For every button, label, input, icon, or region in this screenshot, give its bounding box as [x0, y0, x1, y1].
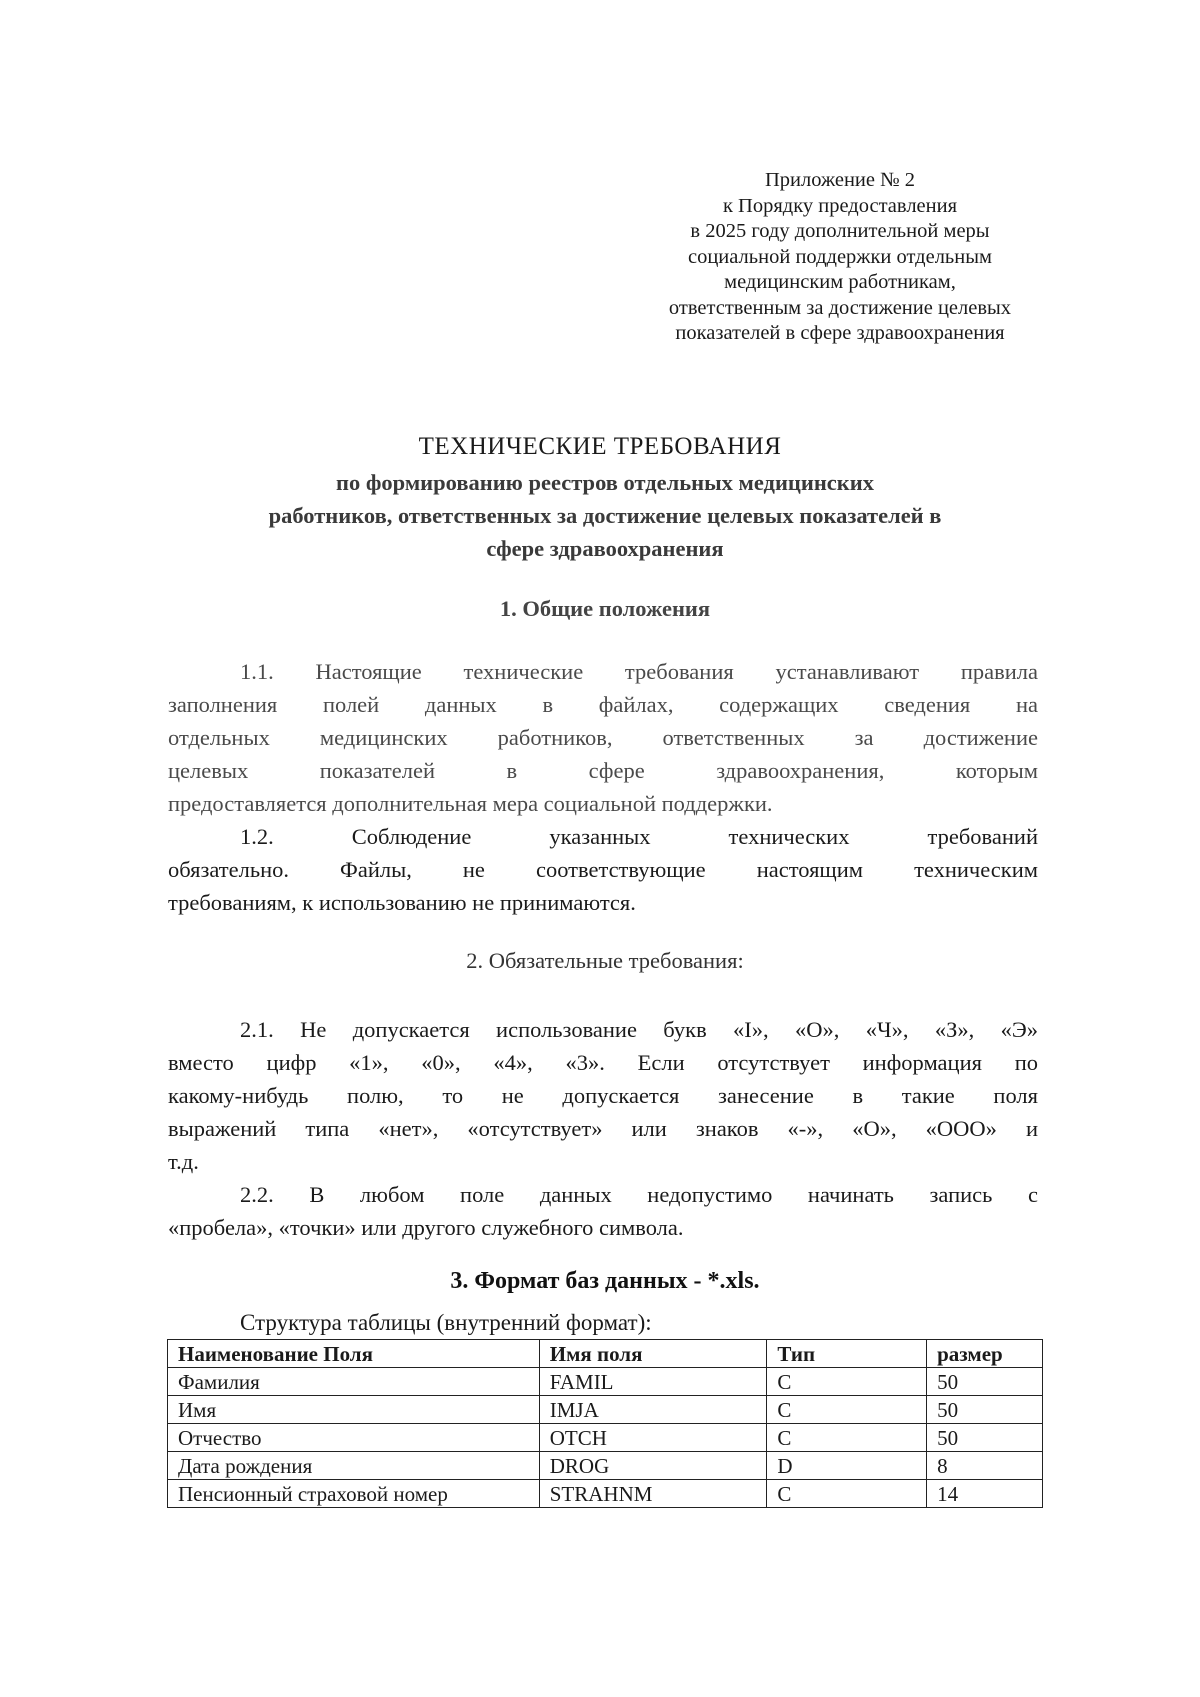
table-cell: C [767, 1368, 927, 1396]
table-cell: Дата рождения [168, 1452, 540, 1480]
table-cell: C [767, 1396, 927, 1424]
text-line: требованиям, к использованию не принимаются. [168, 890, 636, 915]
table-cell: 50 [927, 1368, 1043, 1396]
table-cell: C [767, 1424, 927, 1452]
text-line: т.д. [168, 1149, 199, 1174]
table-cell: Отчество [168, 1424, 540, 1452]
title-main: ТЕХНИЧЕСКИЕ ТРЕБОВАНИЯ [418, 433, 782, 460]
text-line: обязательно. Файлы, не соответствующие настоящим техническим [168, 857, 1038, 882]
table-cell: STRAHNM [539, 1480, 767, 1508]
text-line: заполнения полей данных в файлах, содержащих сведения на [168, 692, 1038, 717]
paragraph-2-2 [168, 1178, 1038, 1244]
annex-line: к Порядку предоставления [722, 194, 958, 217]
title-subtitle [165, 466, 1045, 565]
column-header: размер [927, 1340, 1043, 1368]
section-1-heading: 1. Общие положения [499, 596, 711, 621]
table-cell: IMJA [539, 1396, 767, 1424]
table-cell: C [767, 1480, 927, 1508]
text-line: целевых показателей в сфере здравоохранения, которым [168, 758, 1038, 783]
annex-line: в 2025 году дополнительной меры [690, 220, 990, 242]
field-structure-table [167, 1339, 1043, 1508]
text-line: 2.1. Не допускается использование букв «I», «О», «Ч», «З», «Э» [240, 1017, 1038, 1042]
title-sub-line: по формированию реестров отдельных медицинских [336, 470, 874, 495]
text-line: 1.1. Настоящие технические требования устанавливают правила [240, 659, 1038, 684]
document-title [165, 430, 1045, 565]
column-header: Имя поля [539, 1340, 767, 1368]
text-line: вместо цифр «1», «0», «4», «3». Если отсутствует информация по [168, 1050, 1038, 1075]
table-row [168, 1480, 1043, 1508]
table-row [168, 1452, 1043, 1480]
annex-line: Приложение № 2 [764, 169, 916, 191]
text-line: выражений типа «нет», «отсутствует» или знаков «-», «О», «ООО» и [168, 1116, 1038, 1141]
table-caption: Структура таблицы (внутренний формат): [240, 1310, 652, 1335]
table-cell: 50 [927, 1424, 1043, 1452]
text-line: отдельных медицинских работников, ответственных за достижение [168, 725, 1038, 750]
table-cell: FAMIL [539, 1368, 767, 1396]
table-cell: Пенсионный страховой номер [168, 1480, 540, 1508]
table-cell: Фамилия [168, 1368, 540, 1396]
title-sub-line: работников, ответственных за достижение целевых показателей в [268, 503, 942, 528]
column-header: Тип [767, 1340, 927, 1368]
table-row [168, 1396, 1043, 1424]
column-header: Наименование Поля [168, 1340, 540, 1368]
annex-line: показателей в сфере здравоохранения [675, 322, 1005, 344]
section-3-heading: 3. Формат баз данных - *.xls. [450, 1268, 760, 1294]
table-cell: D [767, 1452, 927, 1480]
annex-line: медицинским работникам, [724, 271, 956, 293]
paragraph-1-2 [168, 820, 1038, 919]
text-line: какому-нибудь полю, то не допускается занесение в такие поля [168, 1083, 1038, 1108]
table-cell: 14 [927, 1480, 1043, 1508]
text-line: предоставляется дополнительная мера социальной поддержки. [168, 791, 773, 816]
section-2-heading: 2. Обязательные требования: [466, 948, 744, 973]
annex-line: социальной поддержки отдельным [687, 245, 993, 268]
table-cell: 8 [927, 1452, 1043, 1480]
text-line: 2.2. В любом поле данных недопустимо начинать запись с [240, 1182, 1038, 1207]
annex-header [620, 168, 1060, 347]
text-line: «пробела», «точки» или другого служебного символа. [168, 1215, 684, 1240]
paragraph-1-1 [168, 655, 1038, 820]
annex-line: ответственным за достижение целевых [668, 296, 1012, 319]
table-row [168, 1368, 1043, 1396]
table-cell: DROG [539, 1452, 767, 1480]
table-cell: OTCH [539, 1424, 767, 1452]
table-cell: 50 [927, 1396, 1043, 1424]
table-cell: Имя [168, 1396, 540, 1424]
table-header-row [168, 1340, 1043, 1368]
title-sub-line: сфере здравоохранения [486, 536, 724, 561]
paragraph-2-1 [168, 1013, 1038, 1178]
table-row [168, 1424, 1043, 1452]
text-line: 1.2. Соблюдение указанных технических требований [240, 824, 1038, 849]
